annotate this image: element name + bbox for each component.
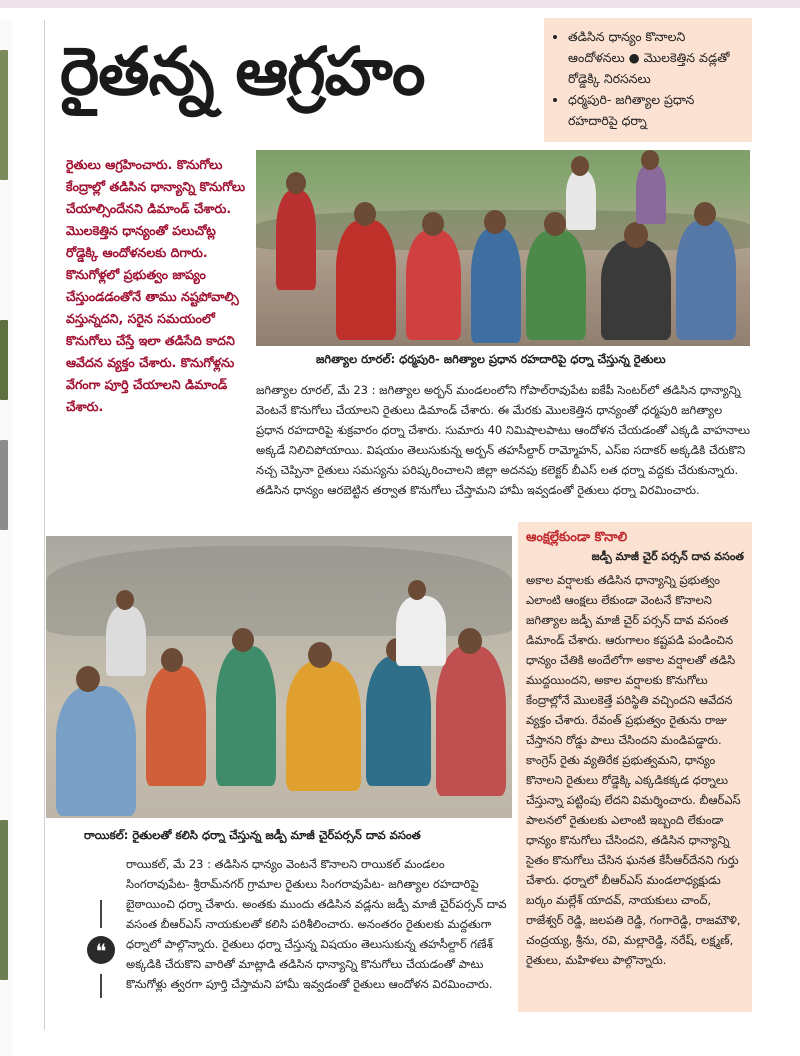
sidebar-body-text: అకాల వర్షాలకు తడిసిన ధాన్యాన్ని ప్రభుత్వం ఎలాంటి ఆంక్షలు లేకుండా వెంటనే కొనాలని జగిత్యాల జడ్పీ మాజీ చైర్ పర్సన్ దావ వసంత డిమాండ్ చేశారు. ఆరుగాలం కష్టపడి పండించిన ధాన్యం చేతికి అందేలోగా అకాల వర్షాలతో తడిసి ముద్దయిందని, అకాల వర్షాలకు కొనుగోలు కేంద్రాల్లోనే మొలకెత్తే పరిస్థితి వచ్చిందని ఆవేదన వ్యక్తం చేశారు. రేవంత్ ప్రభుత్వం రైతును రాజు చేస్తానని రోడ్డు పాలు చేసిందని మండిపడ్డారు. కాంగ్రెస్ రైతు వ్యతిరేక ప్రభుత్వమని, ధాన్యం కొనాలని రైతులు రోడ్డెక్కి ఎక్కడికక్కడ ధర్నాలు చేస్తున్నా పట్టింపు లేదని విమర్శించారు. బీఆర్‌ఎస్ పాలనలో రైతులకు ఎలాంటి ఇబ్బంది లేకుండా ధాన్యం కొనుగోలు చేసిందని, తడిసిన ధాన్యాన్ని సైతం కొనుగోలు చేసిన ఘనత కేసీఆర్‌దేనని గుర్తు చేశారు. ధర్నాలో బీఆర్‌ఎస్ మండలాధ్యక్షుడు బర్కం మల్లేశ్ యాదవ్, నాయకులు చాంద్, రాజేశ్వర్ రెడ్డి, జలపతి రెడ్డి, గంగారెడ్డి, రాజమౌళి, చంద్రయ్య, శ్రీను, రవి, మల్లారెడ్డి, నరేష్, లక్ష్మణ్, రైతులు, మహిళలు పాల్గొన్నారు. xyxy=(526,573,741,967)
protest-photo-jagtial xyxy=(256,150,750,346)
photo2-caption: రాయికల్: రైతులతో కలిసి ధర్నా చేస్తున్న జడ్పీ మాజీ చైర్‌పర్సన్ దావ వసంత xyxy=(84,828,421,842)
highlight-item: • తడిసిన ధాన్యం కొనాలని ఆందోళనలు ● మొలకెత్తిన వడ్లతో రోడ్డెక్కి నిరసనలు xyxy=(568,26,742,89)
quote-decoration xyxy=(86,900,116,1000)
photo1-caption: జగిత్యాల రూరల్: ధర్మపురి- జగిత్యాల ప్రధాన రహదారిపై ధర్నా చేస్తున్న రైతులు xyxy=(316,352,666,366)
sidebar-subtitle: జడ్పీ మాజీ చైర్ పర్సన్ దావ వసంత xyxy=(591,550,744,563)
intro-column xyxy=(66,154,246,514)
story-raikal xyxy=(126,854,512,1014)
quote-icon: ❝ xyxy=(87,936,115,964)
quote-rule xyxy=(100,900,102,928)
adjacent-photo xyxy=(0,440,8,530)
adjacent-page-strip xyxy=(0,20,12,1056)
intro-text: రైతులు ఆగ్రహించారు. కొనుగోలు కేంద్రాల్లో తడిసిన ధాన్యాన్ని కొనుగోలు చేయాల్సిందేనని డిమాండ్ చేశారు. మొలకెత్తిన ధాన్యంతో పలుచోట్ల రోడ్డెక్కి ఆందోళనలకు దిగారు. కొనుగోళ్లలో ప్రభుత్వం జాప్యం చేస్తుండడంతోనే తాము నష్టపోవాల్సి వస్తున్నదని, సరైన సమయంలో కొనుగోలు చేస్తే ఇలా తడిసేది కాదని ఆవేదన వ్యక్తం చేశారు. కొనుగోళ్లను వేగంగా పూర్తి చేయాలని డిమాండ్ చేశారు. xyxy=(66,157,246,414)
headline: రైతన్న ఆగ్రహం xyxy=(60,33,425,110)
quote-rule xyxy=(100,974,102,998)
protest-photo-raikal xyxy=(46,536,512,818)
adjacent-photo xyxy=(0,820,8,980)
story-jagtial-text: జగిత్యాల రూరల్, మే 23 : జగిత్యాల అర్బన్ మండలంలోని గోపాల్‌రావుపేట ఐకేపీ సెంటర్‌లో తడిసిన ధాన్యాన్ని వెంటనే కొనుగోలు చేయాలని రైతులు డిమాండ్ చేశారు. ఈ మేరకు మొలకెత్తిన ధాన్యంతో ధర్మపురి జగిత్యాల ప్రధాన రహదారిపై శుక్రవారం ధర్నా చేశారు. సుమారు 40 నిమిషాలపాటు ఆందోళన చేయడంతో ఎక్కడి వాహనాలు అక్కడే నిలిచిపోయాయి. విషయం తెలుసుకున్న అర్బన్ తహసీల్దార్ రామ్మోహన్, ఎస్ఐ సదాకర్ అక్కడికి చేరుకొని నచ్చ చెప్పినా రైతులు సమస్యను పరిష్కరించాలని జిల్లా అదనపు కలెక్టర్ బీఎస్ లత ధర్నా వద్దకు చేరుకున్నారు. తడిసిన ధాన్యం ఆరబెట్టిన తర్వాత కొనుగోలు చేస్తామని హామీ ఇవ్వడంతో రైతులు ధర్నా విరమించారు. xyxy=(256,383,751,497)
sidebar-body xyxy=(526,570,744,970)
highlight-item: • ధర్మపురి- జగిత్యాల ప్రధాన రహదారిపై ధర్నా xyxy=(568,89,742,131)
top-edge-strip xyxy=(0,0,800,8)
column-rule xyxy=(44,20,45,1030)
sidebar-box xyxy=(518,522,752,1012)
adjacent-photo xyxy=(0,50,8,180)
adjacent-photo xyxy=(0,320,8,400)
story-raikal-text: రాయికల్, మే 23 : తడిసిన ధాన్యం వెంటనే కొనాలని రాయికల్ మండలం సింగరావుపేట- శ్రీరామ్‌నగర్ గ్రామాల రైతులు సింగరావుపేట- జగిత్యాల రహదారిపై బైఠాయించి ధర్నా చేశారు. అంతకు ముందు తడిసిన వడ్లను జడ్పీ మాజీ చైర్‌పర్సన్ దావ వసంత బీఆర్‌ఎస్ నాయకులతో కలిసి పరిశీలించారు. అనంతరం రైతులకు మద్దతుగా ధర్నాలో పాల్గొన్నారు. రైతులు ధర్నా చేస్తున్న విషయం తెలుసుకున్న తహసీల్దార్ గణేశ్ అక్కడికి చేరుకొని వారితో మాట్లాడి తడిసిన ధాన్యాన్ని కొనుగోలు చేయడంతో పాటు కొనుగోళ్లు త్వరగా పూర్తి చేస్తామని హామీ ఇవ్వడంతో రైతులు ఆందోళన విరమించారు. xyxy=(126,857,507,991)
highlights-box xyxy=(544,18,752,142)
sidebar-title: ఆంక్షల్లేకుండా కొనాలి xyxy=(526,530,628,545)
story-jagtial xyxy=(256,380,750,520)
